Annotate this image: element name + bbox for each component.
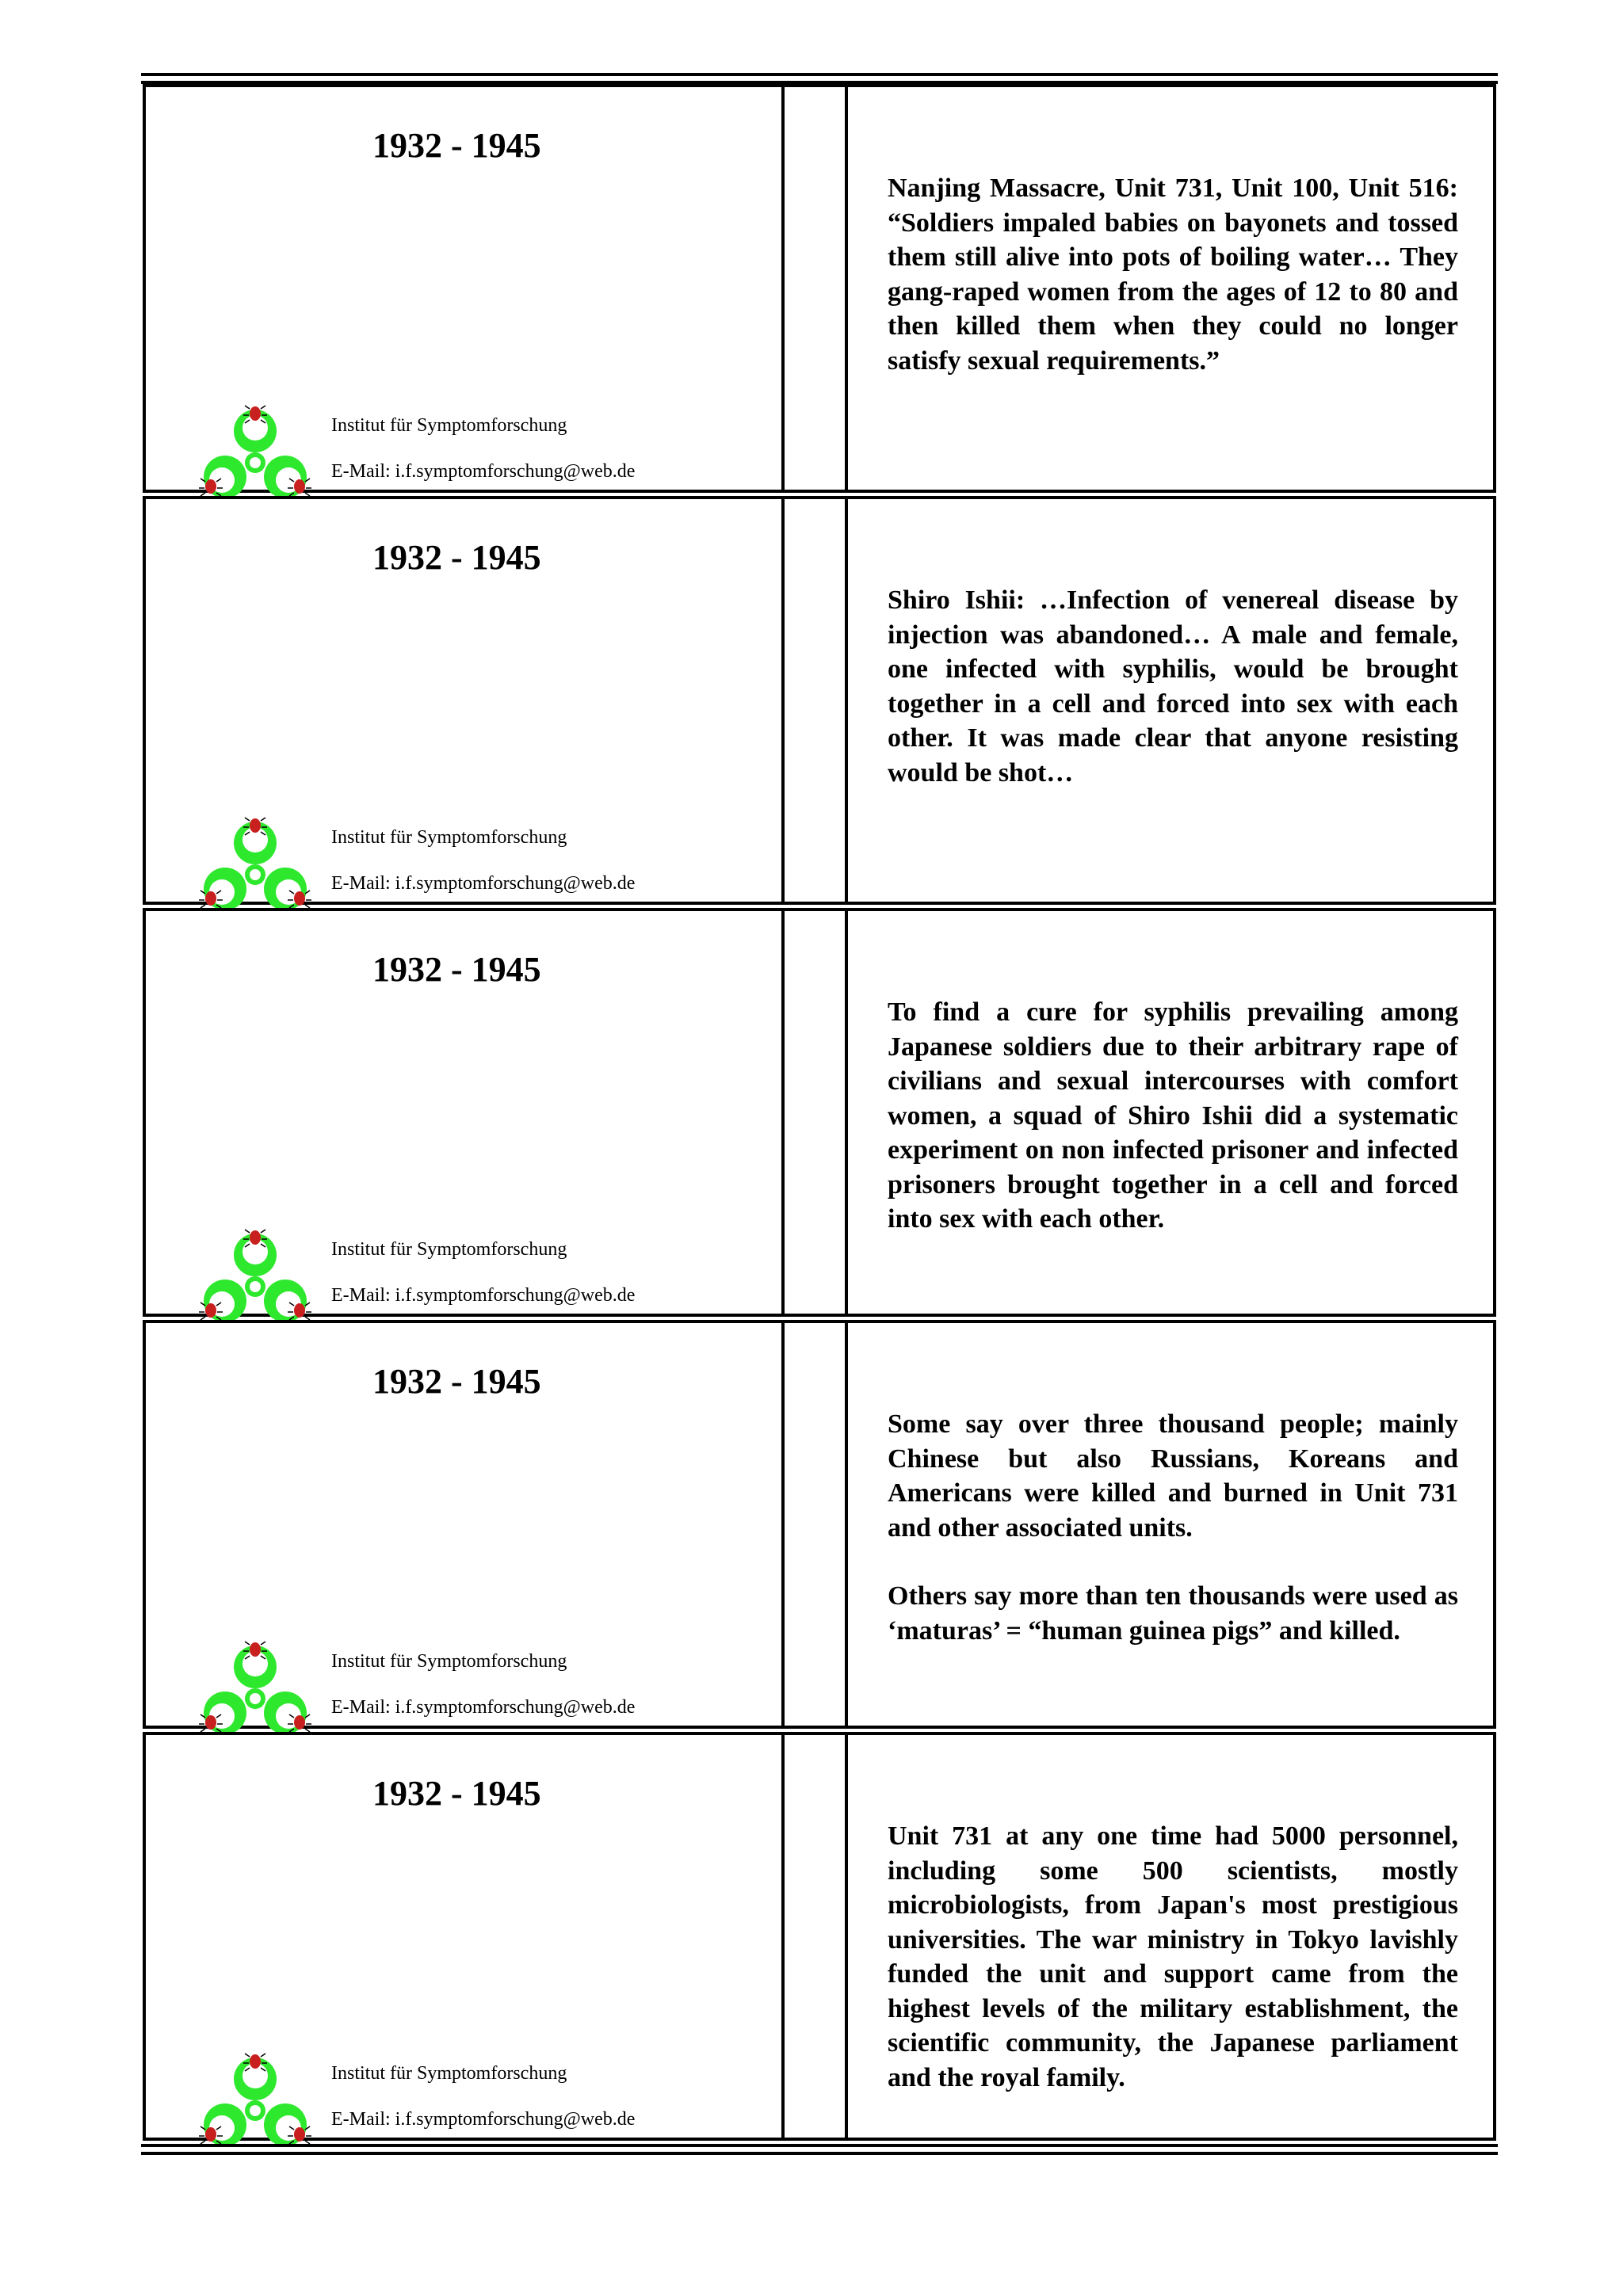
timeline-card	[143, 496, 1496, 905]
card-paragraph: Unit 731 at any one time had 5000 personnel, including some 500 scientists, mostly microbiologists, from Japan's most prestigious universities. The war ministry in Tokyo lavishly funded the unit and support came from the highest levels of the military establishment, the scientific community, the Japanese parliament and the royal family.	[888, 1821, 1458, 2092]
card-left-cell	[143, 1320, 785, 1729]
card-paragraph: Some say over three thousand people; mainly Chinese but also Russians, Koreans and Americans were killed and burned in Unit 731 and other associated units.	[888, 1409, 1458, 1543]
card-years: 1932 - 1945	[372, 1774, 541, 1813]
card-years: 1932 - 1945	[372, 1362, 541, 1401]
card-spacer-cell	[781, 1320, 848, 1729]
card-right-cell	[845, 908, 1496, 1317]
institute-email: E-Mail: i.f.symptomforschung@web.de	[331, 1697, 636, 1718]
card-left-cell	[143, 496, 785, 905]
institute-name: Institut für Symptomforschung	[331, 2063, 567, 2084]
card-years: 1932 - 1945	[372, 950, 541, 989]
card-text	[888, 171, 1458, 378]
timeline-card	[143, 1320, 1496, 1729]
card-paragraph: Shiro Ishii: …Infection of venereal disease by injection was abandoned… A male and female, one infected with syphilis, would be brought together in a cell and forced into sex with each other. It was made clear that anyone resisting would be shot…	[888, 585, 1458, 788]
bottom-rule-inner	[141, 2144, 1498, 2147]
card-left-cell	[143, 908, 785, 1317]
biohazard-logo-icon	[192, 398, 319, 509]
biohazard-logo-icon	[192, 1222, 319, 1333]
timeline-card	[143, 1732, 1496, 2141]
biohazard-logo-icon	[192, 1634, 319, 1745]
card-right-cell	[845, 1320, 1496, 1729]
card-right-cell	[845, 496, 1496, 905]
card-text	[888, 1819, 1458, 2095]
institute-email: E-Mail: i.f.symptomforschung@web.de	[331, 1285, 636, 1306]
card-years: 1932 - 1945	[372, 538, 541, 577]
timeline-card	[143, 84, 1496, 493]
biohazard-logo-icon	[192, 810, 319, 921]
card-spacer-cell	[781, 908, 848, 1317]
institute-email: E-Mail: i.f.symptomforschung@web.de	[331, 2109, 636, 2130]
card-left-cell	[143, 1732, 785, 2141]
card-spacer-cell	[781, 1732, 848, 2141]
institute-name: Institut für Symptomforschung	[331, 827, 567, 848]
institute-name: Institut für Symptomforschung	[331, 415, 567, 436]
institute-email: E-Mail: i.f.symptomforschung@web.de	[331, 873, 636, 894]
institute-name: Institut für Symptomforschung	[331, 1239, 567, 1260]
institute-email: E-Mail: i.f.symptomforschung@web.de	[331, 461, 636, 482]
top-rule-outer	[141, 73, 1498, 76]
institute-name: Institut für Symptomforschung	[331, 1651, 567, 1672]
card-right-cell	[845, 1732, 1496, 2141]
card-left-cell	[143, 84, 785, 493]
card-years: 1932 - 1945	[372, 126, 541, 165]
card-paragraph: Others say more than ten thousands were used as ‘maturas’ = “human guinea pigs” and killed.	[888, 1581, 1458, 1646]
card-text	[888, 995, 1458, 1237]
biohazard-logo-icon	[192, 2046, 319, 2157]
card-spacer-cell	[781, 84, 848, 493]
card-right-cell	[845, 84, 1496, 493]
card-paragraph: To find a cure for syphilis prevailing among Japanese soldiers due to their arbitrary rape of civilians and sexual intercourses with comfort women, a squad of Shiro Ishii did a systematic experiment on non infected prisoner and infected prisoners brought together in a cell and forced into sex with each other.	[888, 997, 1458, 1234]
card-text	[888, 583, 1458, 790]
card-spacer-cell	[781, 496, 848, 905]
card-text	[888, 1407, 1458, 1648]
card-paragraph: Nanjing Massacre, Unit 731, Unit 100, Unit 516: “Soldiers impaled babies on bayonets and tossed them still alive into pots of boiling water… They gang-raped women from the ages of 12 to 80 and then killed them when they could no longer satisfy sexual requirements.”	[888, 174, 1458, 376]
bottom-rule-outer	[141, 2152, 1498, 2155]
timeline-card	[143, 908, 1496, 1317]
